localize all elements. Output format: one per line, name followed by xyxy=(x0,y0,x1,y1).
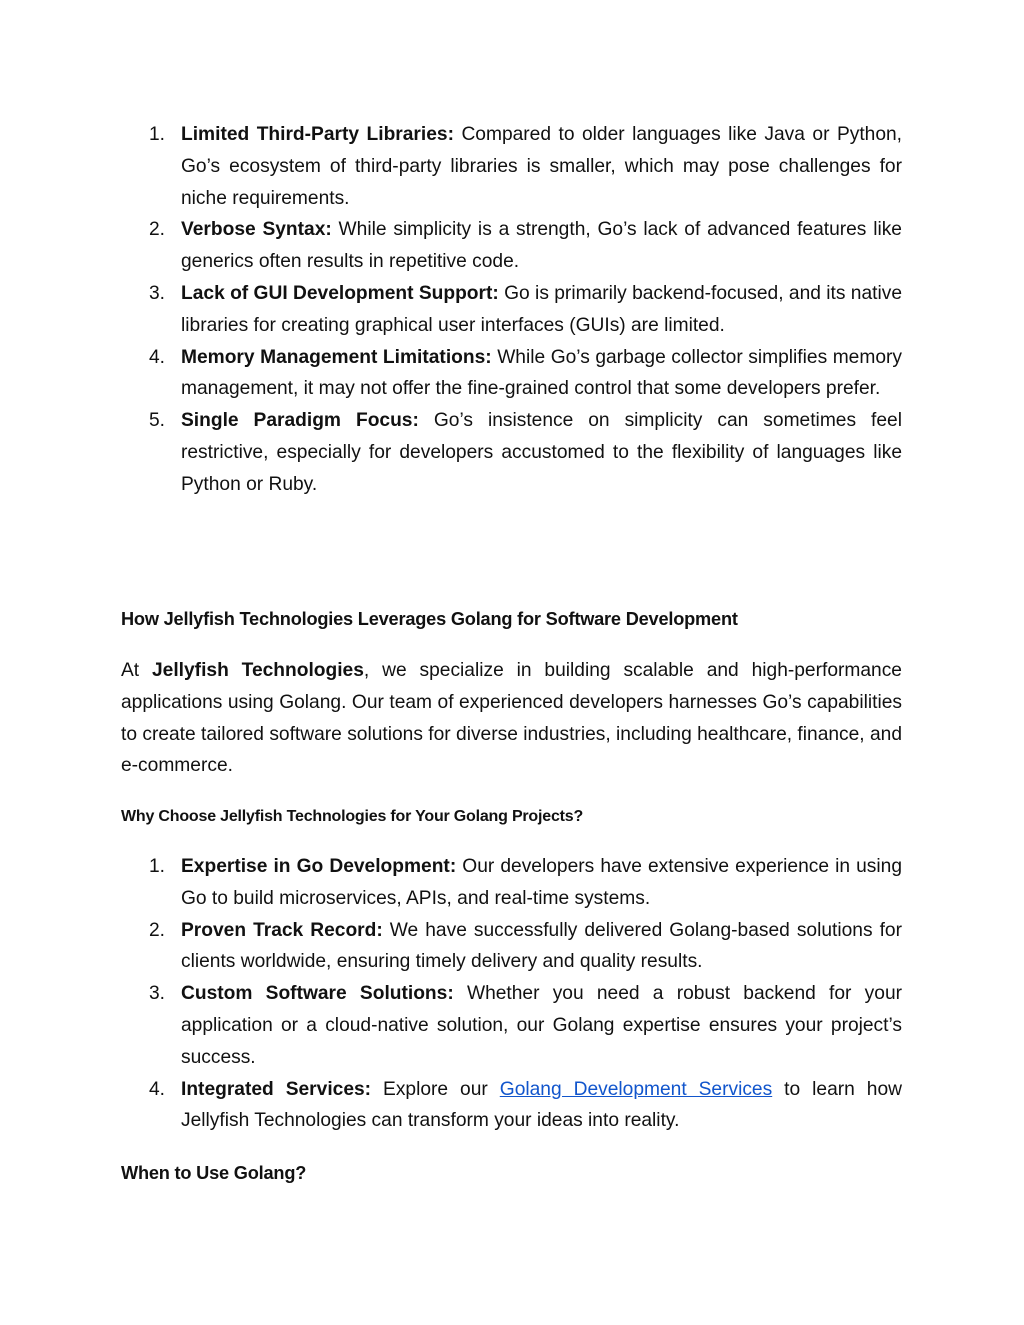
list-number: 1. xyxy=(149,124,166,145)
list-item xyxy=(121,978,902,1073)
list-item-text: Explore our xyxy=(371,1078,500,1100)
disadvantages-list xyxy=(121,119,902,501)
list-item xyxy=(121,342,902,406)
list-item xyxy=(121,851,902,915)
list-item-title: Custom Software Solutions: xyxy=(181,983,454,1005)
section-heading-when: When to Use Golang? xyxy=(121,1163,307,1183)
list-item-text: Go’s insistence on simplicity can sometimes feel restrictive, especially for developers accustomed to the flexibility of languages like Python or Ruby. xyxy=(181,410,902,495)
list-number: 2. xyxy=(149,219,166,241)
list-item-text: While simplicity is a strength, Go’s lack of advanced features like generics often results in repetitive code. xyxy=(181,219,902,273)
list-number: 4. xyxy=(149,346,166,368)
golang-services-link[interactable]: Golang Development Services xyxy=(499,1078,773,1100)
list-item-title: Proven Track Record: xyxy=(181,919,383,941)
list-number: 2. xyxy=(149,919,166,941)
list-item xyxy=(121,214,902,278)
section-heading-jellyfish: How Jellyfish Technologies Leverages Golang for Software Development xyxy=(121,609,738,629)
list-item-text: We have successfully delivered Golang-based solutions for clients worldwide, ensuring timely delivery and quality results. xyxy=(181,919,902,973)
list-item-text: Whether you need a robust backend for your application or a cloud-native solution, our Golang expertise ensures your project’s success. xyxy=(181,983,902,1068)
list-item-title: Verbose Syntax: xyxy=(181,219,332,241)
list-item-text: While Go’s garbage collector simplifies memory management, it may not offer the fine-grained control that some developers prefer. xyxy=(181,346,902,400)
list-item xyxy=(121,1074,902,1138)
intro-prefix: At xyxy=(121,660,152,681)
list-item-title: Single Paradigm Focus: xyxy=(181,410,419,432)
company-name: Jellyfish Technologies xyxy=(152,660,364,681)
list-item-text: to learn how Jellyfish Technologies can transform your ideas into reality. xyxy=(181,1078,902,1132)
list-item-title: Limited Third-Party Libraries: xyxy=(181,124,454,145)
section-heading-why: Why Choose Jellyfish Technologies for Your Golang Projects? xyxy=(121,808,584,825)
list-number: 5. xyxy=(149,410,166,432)
list-item-title: Lack of GUI Development Support: xyxy=(181,282,499,304)
list-item-text: Our developers have extensive experience in using Go to build microservices, APIs, and real-time systems. xyxy=(181,856,902,909)
list-item-text: Compared to older languages like Java or Python, Go’s ecosystem of third-party libraries is smaller, which may pose challenges for niche requirements. xyxy=(181,124,903,209)
list-item-text: Go is primarily backend-focused, and its native libraries for creating graphical user interfaces (GUIs) are limited. xyxy=(181,282,902,336)
intro-text: , we specialize in building scalable and high-performance applications using Golang. Our team of experienced developers harnesses Go’s capabilities to create tailored software solutions for diverse industries, including healthcare, finance, and e-commerce. xyxy=(121,660,902,777)
list-item-title: Integrated Services: xyxy=(181,1078,372,1100)
list-number: 4. xyxy=(149,1078,166,1100)
list-item-title: Memory Management Limitations: xyxy=(181,346,492,368)
why-choose-list xyxy=(121,851,902,1137)
list-item xyxy=(121,119,902,214)
list-number: 3. xyxy=(149,983,166,1005)
list-item xyxy=(121,915,902,979)
list-number: 3. xyxy=(149,282,166,304)
list-item xyxy=(121,405,902,500)
list-item xyxy=(121,278,902,342)
intro-paragraph xyxy=(121,655,902,782)
list-number: 1. xyxy=(149,856,166,877)
list-item-title: Expertise in Go Development: xyxy=(181,856,457,877)
